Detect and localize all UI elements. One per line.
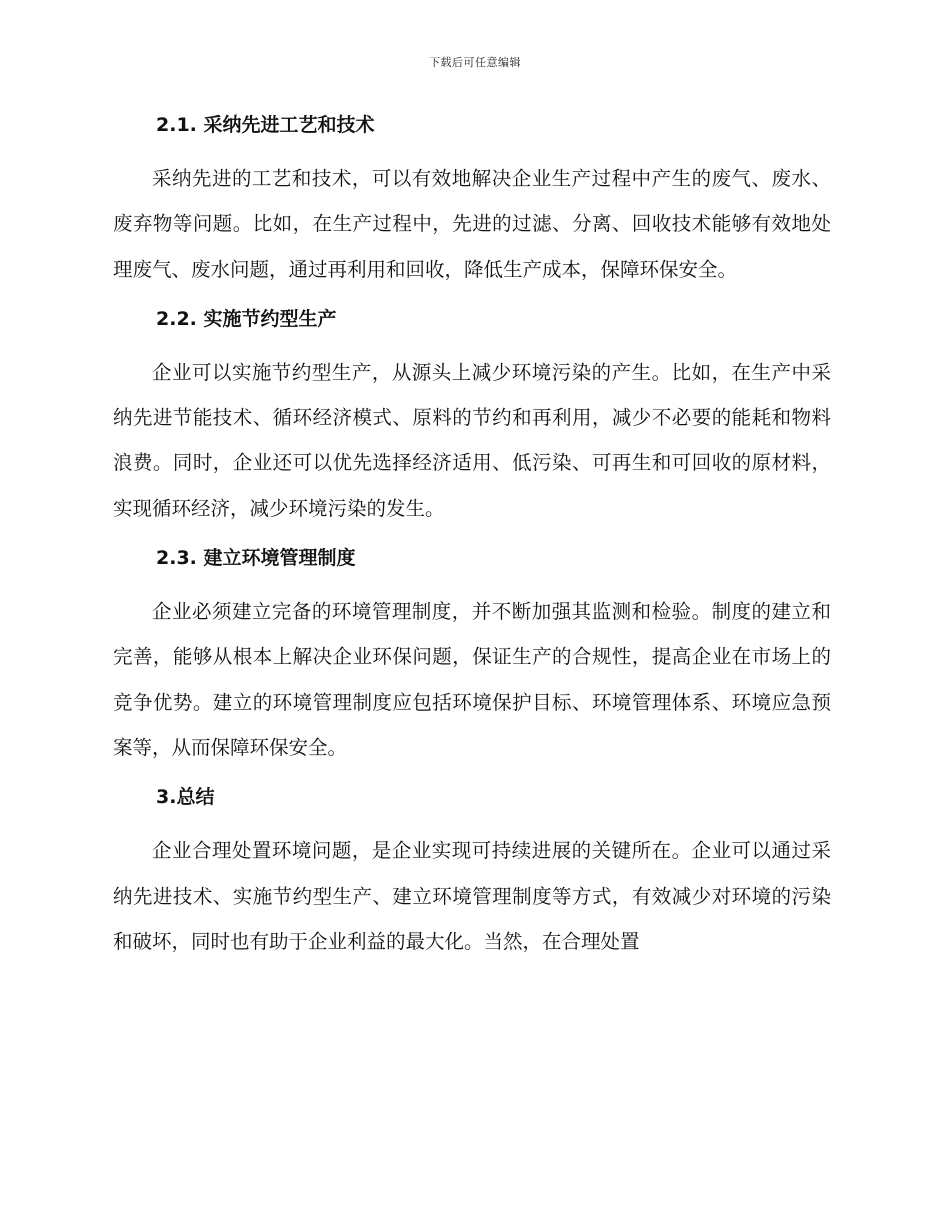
section-heading-2-2: 2.2. 实施节约型生产 <box>156 307 337 330</box>
section-paragraph-2-2: 企业可以实施节约型生产，从源头上减少环境污染的产生。比如，在生产中采纳先进节能技术、循环经济模式、原料的节约和再利用，减少不必要的能耗和物料浪费。同时，企业还可以优先选择经济适用、低污染、可再生和可回收的原材料，实现循环经济，减少环境污染的发生。 <box>113 360 831 520</box>
section-paragraph-3: 企业合理处置环境问题，是企业实现可持续进展的关键所在。企业可以通过采纳先进技术、实施节约型生产、建立环境管理制度等方式，有效减少对环境的污染和破坏，同时也有助于企业利益的最大化。当然，在合理处置 <box>113 839 831 953</box>
section-paragraph-2-1: 采纳先进的工艺和技术，可以有效地解决企业生产过程中产生的废气、废水、废弃物等问题。比如，在生产过程中，先进的过滤、分离、回收技术能够有效地处理废气、废水问题，通过再利用和回收，降低生产成本，保障环保安全。 <box>113 167 831 281</box>
section-heading-2-1: 2.1. 采纳先进工艺和技术 <box>156 114 375 136</box>
section-heading-3: 3.总结 <box>156 786 215 809</box>
header-note: 下载后可任意编辑 <box>429 56 521 69</box>
section-paragraph-2-3: 企业必须建立完备的环境管理制度，并不断加强其监测和检验。制度的建立和完善，能够从根本上解决企业环保问题，保证生产的合规性，提高企业在市场上的竞争优势。建立的环境管理制度应包括环境保护目标、环境管理体系、环境应急预案等，从而保障环保安全。 <box>113 600 831 759</box>
document-body <box>113 110 831 976</box>
section-heading-2-3: 2.3. 建立环境管理制度 <box>156 547 356 570</box>
